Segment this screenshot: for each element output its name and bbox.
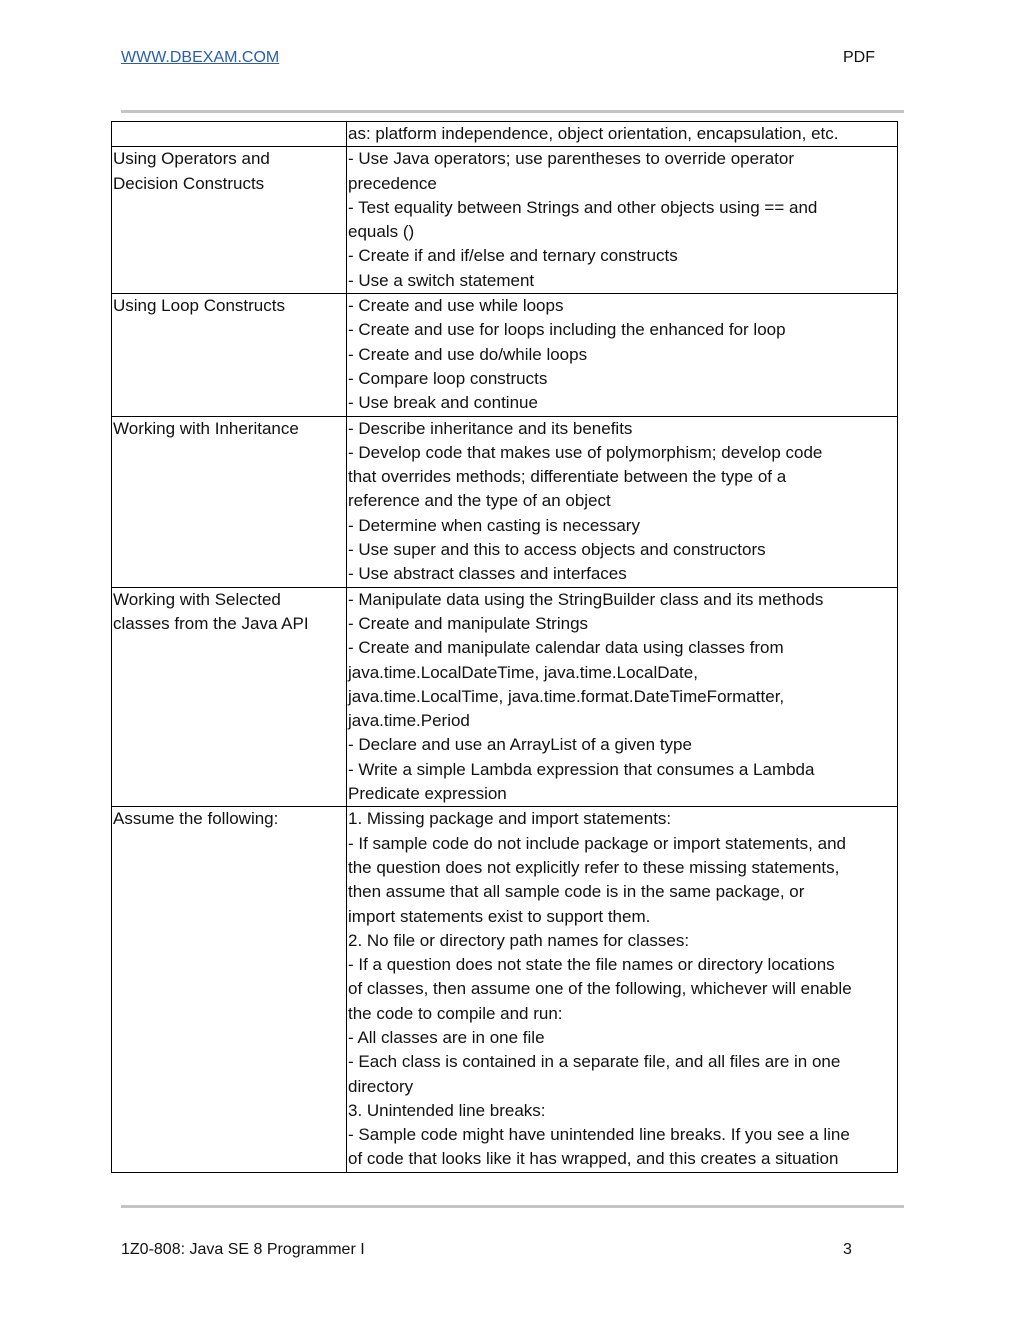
header-divider — [121, 110, 904, 113]
topic-cell — [112, 807, 347, 1172]
detail-line: java.time.LocalDateTime, java.time.LocalDate, — [348, 662, 698, 682]
detail-line: - Use abstract classes and interfaces — [348, 564, 627, 584]
details-cell — [347, 294, 898, 416]
table-row — [112, 416, 898, 587]
format-label: PDF — [843, 49, 875, 66]
detail-line: then assume that all sample code is in the same package, or — [348, 882, 805, 902]
detail-line: 1. Missing package and import statements: — [348, 809, 672, 829]
detail-line: - Create and use do/while loops — [348, 344, 588, 364]
detail-line: - Declare and use an ArrayList of a given type — [348, 735, 692, 755]
topic-cell — [112, 147, 347, 294]
topic-line: Working with Selected — [113, 589, 281, 609]
detail-line: reference and the type of an object — [348, 491, 611, 511]
details-cell — [347, 147, 898, 294]
detail-line: Predicate expression — [348, 784, 507, 804]
topic-line: Assume the following: — [113, 809, 279, 829]
detail-line: as: platform independence, object orientation, encapsulation, etc. — [348, 124, 839, 143]
detail-line: - Create and use for loops including the enhanced for loop — [348, 320, 786, 340]
detail-line: - Determine when casting is necessary — [348, 515, 640, 535]
detail-line: - Use break and continue — [348, 393, 538, 413]
table-row — [112, 294, 898, 416]
topic-line: Using Loop Constructs — [113, 296, 285, 316]
detail-line: of classes, then assume one of the following, whichever will enable — [348, 979, 852, 999]
detail-line: java.time.Period — [348, 711, 470, 731]
topic-line: Working with Inheritance — [113, 418, 299, 438]
detail-line: 2. No file or directory path names for classes: — [348, 930, 690, 950]
details-cell — [347, 587, 898, 807]
exam-topics-table — [111, 121, 898, 1173]
exam-title: 1Z0-808: Java SE 8 Programmer I — [121, 1241, 365, 1258]
table-row — [112, 587, 898, 807]
detail-line: - Manipulate data using the StringBuilder class and its methods — [348, 589, 824, 609]
details-cell — [347, 416, 898, 587]
detail-line: java.time.LocalTime, java.time.format.DateTimeFormatter, — [348, 686, 785, 706]
detail-line: the code to compile and run: — [348, 1003, 563, 1023]
detail-line: - If sample code do not include package or import statements, and — [348, 833, 846, 853]
detail-line: 3. Unintended line breaks: — [348, 1100, 546, 1120]
table-row — [112, 807, 898, 1172]
topic-cell — [112, 416, 347, 587]
detail-line: - Sample code might have unintended line breaks. If you see a line — [348, 1125, 850, 1145]
detail-line: - Each class is contained in a separate file, and all files are in one — [348, 1052, 841, 1072]
detail-line: import statements exist to support them. — [348, 906, 651, 926]
detail-line: - Create and manipulate Strings — [348, 613, 589, 633]
topic-line: classes from the Java API — [113, 613, 309, 633]
detail-line: - Describe inheritance and its benefits — [348, 418, 633, 438]
detail-line: that overrides methods; differentiate between the type of a — [348, 467, 787, 487]
detail-line: - Create and manipulate calendar data using classes from — [348, 638, 784, 658]
detail-line: - If a question does not state the file names or directory locations — [348, 955, 835, 975]
detail-line: - Use super and this to access objects and constructors — [348, 540, 766, 560]
detail-line: - Create if and if/else and ternary constructs — [348, 246, 678, 266]
topic-cell — [112, 294, 347, 416]
table-row — [112, 147, 898, 294]
topic-line: Using Operators and — [113, 149, 270, 169]
footer-divider — [121, 1205, 904, 1208]
topic-cell — [112, 587, 347, 807]
detail-line: the question does not explicitly refer to these missing statements, — [348, 857, 840, 877]
detail-line: - Use Java operators; use parentheses to override operator — [348, 149, 795, 169]
details-cell — [347, 807, 898, 1172]
detail-line: of code that looks like it has wrapped, and this creates a situation — [348, 1149, 839, 1169]
site-link[interactable]: WWW.DBEXAM.COM — [121, 49, 280, 66]
topic-line: Decision Constructs — [113, 173, 265, 193]
detail-line: - All classes are in one file — [348, 1027, 545, 1047]
topic-cell — [112, 122, 347, 147]
detail-line: - Compare loop constructs — [348, 368, 548, 388]
detail-line: directory — [348, 1076, 414, 1096]
detail-line: - Create and use while loops — [348, 296, 564, 316]
detail-line: - Use a switch statement — [348, 270, 535, 290]
detail-line: - Develop code that makes use of polymorphism; develop code — [348, 442, 823, 462]
page-number: 3 — [843, 1241, 852, 1258]
detail-line: - Write a simple Lambda expression that consumes a Lambda — [348, 759, 815, 779]
table-row — [112, 122, 898, 147]
detail-line: precedence — [348, 173, 437, 193]
detail-line: equals () — [348, 222, 415, 242]
details-cell — [347, 122, 898, 147]
detail-line: - Test equality between Strings and other objects using == and — [348, 197, 818, 217]
